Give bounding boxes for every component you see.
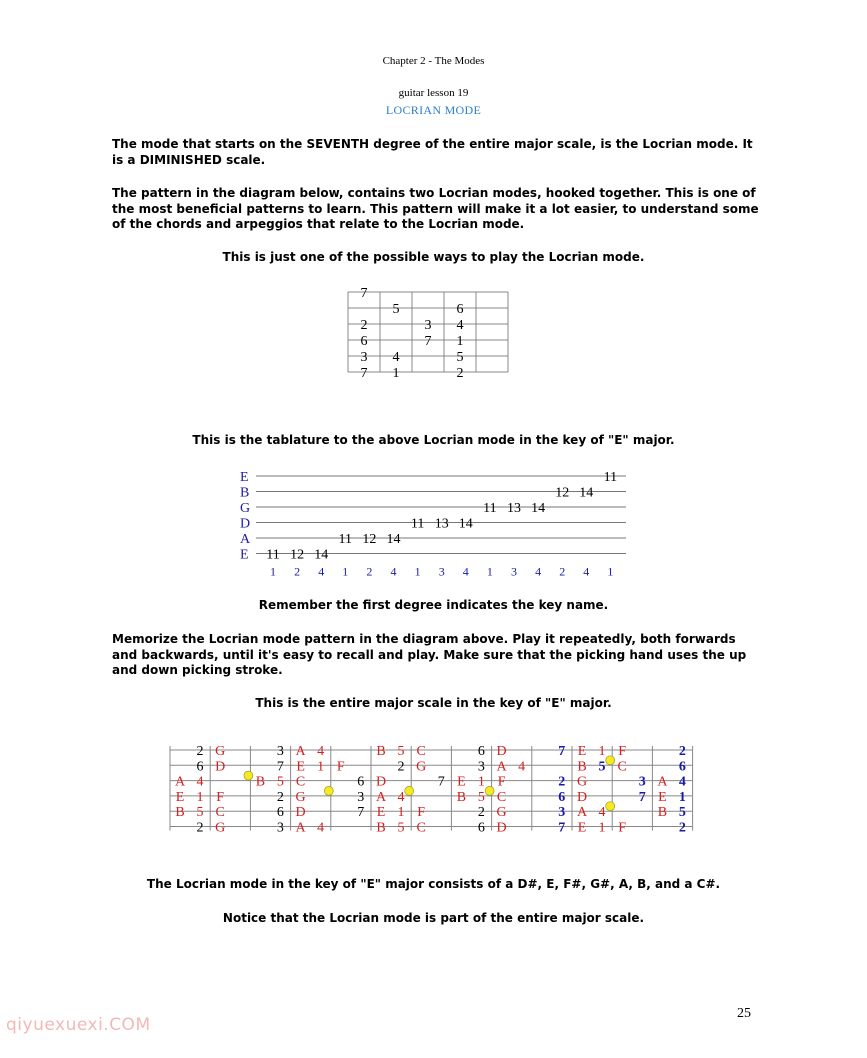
tab-fret-number: 14 <box>531 501 546 516</box>
scale-note-name: F <box>618 744 627 759</box>
scale-degree-number: 1 <box>477 774 485 790</box>
entire-scale-caption: This is the entire major scale in the key of "E" major. <box>255 696 612 710</box>
scale-degree-number: 5 <box>598 759 606 775</box>
scale-degree-number: 5 <box>397 744 405 759</box>
scale-note-name: F <box>216 789 225 805</box>
scale-degree-number: 7 <box>276 759 284 775</box>
lesson-title: LOCRIAN MODE <box>385 103 482 117</box>
scale-note-name: C <box>416 820 426 836</box>
tab-fret-number: 13 <box>434 516 449 532</box>
one-way-caption: This is just one of the possible ways to play the Locrian mode. <box>222 250 645 264</box>
locrian-notes-summary: The Locrian mode in the key of "E" major consists of a D#, E, F#, G#, A, B, and a C#. <box>146 877 721 891</box>
pattern-degree-label: 3 <box>424 318 432 333</box>
scale-note-name: D <box>496 820 507 836</box>
scale-degree-number: 6 <box>196 759 204 775</box>
pattern-paragraph: The pattern in the diagram below, contains two Locrian modes, hooked together. This is one of the most beneficial patterns to learn. This pattern will make it a lot easier, to understand some of the chords and arpeggios that relate to the Locrian mode. <box>112 186 759 231</box>
scale-degree-number: 2 <box>678 820 686 836</box>
intro-paragraph: The mode that starts on the SEVENTH degree of the entire major scale, is the Locrian mode. It is a DIMINISHED scale. <box>112 137 753 167</box>
pattern-degree-label: 1 <box>392 366 400 380</box>
tab-fret-number: 14 <box>458 516 473 532</box>
scale-degree-number: 6 <box>477 744 485 759</box>
tab-string-name: D <box>240 516 251 532</box>
tablature-caption: This is the tablature to the above Locrian mode in the key of "E" major. <box>192 433 675 447</box>
tab-finger-number: 4 <box>318 564 325 579</box>
scale-degree-number: 1 <box>196 789 204 805</box>
scale-note-name: E <box>577 820 587 836</box>
pattern-degree-label: 4 <box>456 318 464 333</box>
scale-note-name: C <box>496 789 507 805</box>
scale-note-name: A <box>576 805 588 821</box>
pattern-degree-label: 4 <box>392 350 400 365</box>
scale-degree-number: 5 <box>477 789 485 805</box>
tab-fret-number: 14 <box>386 532 401 547</box>
scale-degree-number: 2 <box>477 805 485 821</box>
scale-note-name: E <box>175 789 185 805</box>
scale-note-name: C <box>295 774 306 790</box>
chapter-heading: Chapter 2 - The Modes <box>382 55 485 67</box>
scale-note-name: A <box>496 759 507 775</box>
tab-fret-number: 14 <box>314 547 329 563</box>
tab-finger-number: 1 <box>486 564 493 579</box>
scale-degree-number: 6 <box>477 820 485 836</box>
scale-note-name: E <box>658 789 667 805</box>
scale-note-name: E <box>376 805 386 821</box>
site-watermark: qiyuexuexi.COM <box>6 1015 151 1035</box>
scale-note-name: C <box>416 744 426 759</box>
scale-note-name: A <box>657 774 668 790</box>
scale-note-name: E <box>577 744 587 759</box>
pattern-degree-label: 5 <box>456 350 464 365</box>
pattern-degree-label: 3 <box>360 350 368 365</box>
tab-finger-number: 2 <box>559 564 566 579</box>
tab-fret-number: 11 <box>410 516 425 532</box>
major-scale-fretboard <box>160 743 710 843</box>
scale-note-name: G <box>215 820 226 836</box>
scale-degree-number: 5 <box>196 805 204 821</box>
tab-fret-number: 12 <box>362 532 377 547</box>
scale-note-name: A <box>174 774 186 790</box>
scale-degree-number: 5 <box>397 820 405 836</box>
scale-degree-number: 2 <box>196 744 204 759</box>
tab-finger-number: 3 <box>438 564 445 579</box>
root-marker-dot <box>485 786 494 795</box>
root-marker-dot <box>324 786 333 795</box>
root-marker-dot <box>244 771 253 780</box>
scale-degree-number: 1 <box>678 789 686 805</box>
tab-string-name: A <box>240 532 251 547</box>
tab-fret-number: 11 <box>266 547 280 563</box>
tab-fret-number: 13 <box>507 501 521 516</box>
scale-note-name: B <box>657 805 668 821</box>
scale-degree-number: 3 <box>558 805 566 821</box>
scale-note-name: D <box>576 789 588 805</box>
scale-note-name: F <box>497 774 506 790</box>
scale-degree-number: 5 <box>678 805 686 821</box>
tab-string-name: G <box>240 501 251 516</box>
scale-degree-number: 4 <box>317 820 325 836</box>
scale-degree-number: 3 <box>357 789 365 805</box>
scale-degree-number: 4 <box>518 759 526 775</box>
scale-note-name: B <box>376 820 386 836</box>
pattern-degree-label: 6 <box>456 302 464 317</box>
scale-degree-number: 5 <box>276 774 284 790</box>
tab-finger-number: 4 <box>390 564 397 579</box>
scale-note-name: G <box>215 744 226 759</box>
scale-degree-number: 7 <box>357 805 365 821</box>
scale-degree-number: 7 <box>638 789 646 805</box>
scale-degree-number: 3 <box>276 820 284 836</box>
scale-note-name: B <box>255 774 266 790</box>
tab-finger-number: 2 <box>366 564 373 579</box>
tab-fret-number: 11 <box>338 532 353 547</box>
scale-degree-number: 4 <box>598 805 606 821</box>
scale-degree-number: 1 <box>598 820 606 836</box>
scale-note-name: C <box>215 805 225 821</box>
scale-degree-number: 1 <box>397 805 405 821</box>
tab-fret-number: 11 <box>603 470 618 485</box>
tab-finger-number: 1 <box>414 564 421 579</box>
pattern-degree-label: 2 <box>360 318 368 333</box>
scale-degree-number: 6 <box>357 774 365 790</box>
scale-degree-number: 3 <box>638 774 646 790</box>
scale-note-name: D <box>496 744 507 759</box>
scale-note-name: F <box>618 820 627 836</box>
page-number: 25 <box>737 1006 751 1021</box>
scale-note-name: E <box>296 759 305 775</box>
pattern-degree-label: 5 <box>392 302 400 317</box>
tablature-diagram <box>230 466 630 582</box>
tab-finger-number: 1 <box>607 564 614 579</box>
tab-fret-number: 14 <box>579 485 594 501</box>
root-marker-dot <box>405 786 414 795</box>
root-marker-dot <box>606 756 615 765</box>
scale-note-name: G <box>496 805 507 821</box>
scale-degree-number: 3 <box>276 744 284 759</box>
scale-degree-number: 2 <box>558 774 566 790</box>
scale-degree-number: 7 <box>437 774 445 790</box>
remember-note: Remember the first degree indicates the key name. <box>258 598 609 612</box>
scale-note-name: C <box>617 759 627 775</box>
scale-note-name: B <box>456 789 467 805</box>
pattern-degree-label: 2 <box>456 366 464 380</box>
scale-degree-number: 2 <box>276 789 284 805</box>
tab-finger-number: 4 <box>583 564 590 579</box>
tab-finger-number: 3 <box>511 564 517 579</box>
scale-degree-number: 2 <box>678 744 686 759</box>
scale-note-name: A <box>295 820 306 836</box>
scale-note-name: A <box>295 744 306 759</box>
tab-finger-number: 4 <box>462 564 469 579</box>
locrian-pattern-diagram <box>340 286 530 380</box>
scale-degree-number: 4 <box>317 744 325 759</box>
scale-degree-number: 2 <box>397 759 405 775</box>
lesson-number: guitar lesson 19 <box>398 87 469 99</box>
tab-fret-number: 12 <box>555 485 570 501</box>
pattern-degree-label: 7 <box>360 366 368 380</box>
scale-note-name: D <box>295 805 306 821</box>
scale-note-name: B <box>175 805 185 821</box>
scale-note-name: A <box>375 789 387 805</box>
scale-note-name: D <box>215 759 226 775</box>
scale-degree-number: 7 <box>558 820 566 836</box>
scale-note-name: G <box>295 789 306 805</box>
scale-degree-number: 4 <box>397 789 405 805</box>
tab-fret-number: 11 <box>483 501 497 516</box>
scale-degree-number: 7 <box>558 744 566 759</box>
scale-degree-number: 4 <box>678 774 686 790</box>
tab-fret-number: 12 <box>290 547 305 563</box>
scale-degree-number: 1 <box>598 744 606 759</box>
root-marker-dot <box>606 802 615 811</box>
pattern-degree-label: 7 <box>360 286 368 301</box>
scale-degree-number: 2 <box>196 820 204 836</box>
pattern-degree-label: 1 <box>456 334 464 349</box>
tab-finger-number: 2 <box>294 564 301 579</box>
tab-finger-number: 4 <box>535 564 542 579</box>
tab-string-name: E <box>240 547 249 563</box>
scale-degree-number: 6 <box>276 805 284 821</box>
tab-string-name: B <box>240 485 250 501</box>
scale-note-name: B <box>376 744 386 759</box>
scale-note-name: G <box>416 759 427 775</box>
scale-note-name: D <box>375 774 387 790</box>
scale-degree-number: 4 <box>196 774 204 790</box>
scale-note-name: F <box>336 759 345 775</box>
tab-finger-number: 1 <box>342 564 349 579</box>
scale-degree-number: 3 <box>477 759 485 775</box>
tab-finger-number: 1 <box>270 564 276 579</box>
scale-note-name: E <box>457 774 466 790</box>
locrian-part-of-scale-note: Notice that the Locrian mode is part of the entire major scale. <box>222 911 645 925</box>
scale-degree-number: 6 <box>678 759 686 775</box>
scale-degree-number: 6 <box>558 789 566 805</box>
scale-note-name: F <box>417 805 426 821</box>
scale-note-name: B <box>577 759 587 775</box>
memorize-paragraph: Memorize the Locrian mode pattern in the diagram above. Play it repeatedly, both forwards and backwards, until it's easy to recall and play. Make sure that the picking hand uses the up and down picking stroke. <box>112 632 747 677</box>
tab-string-name: E <box>240 470 249 485</box>
pattern-degree-label: 7 <box>424 334 432 349</box>
pattern-degree-label: 6 <box>360 334 368 349</box>
scale-degree-number: 1 <box>317 759 325 775</box>
scale-note-name: G <box>576 774 588 790</box>
